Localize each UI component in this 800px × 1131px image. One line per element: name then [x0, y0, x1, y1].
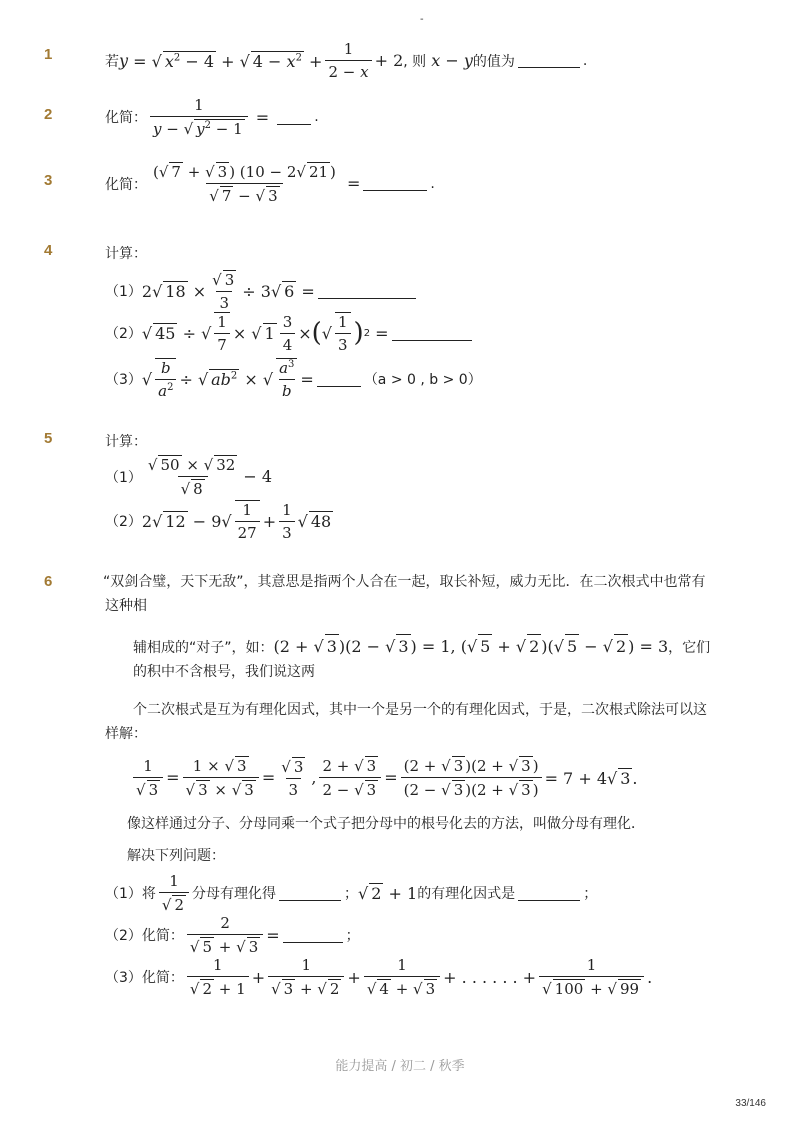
- footer: 能力提高 / 初二 / 秋季: [335, 1059, 465, 1074]
- problem-4-part-3: （3） √ $\frac{b}{a^2}$ ÷ √ $ab^2$ × √ $\frac{a^3}{b}$ = （a > 0 , b > 0）: [105, 359, 482, 400]
- answer-blank[interactable]: [518, 53, 580, 68]
- problem-6-question-3: （3）化简： $\frac{1}{√ 2 + 1}$ + $\frac{1}{√ 3 + √ 2}$ + $\frac{1}{√ 4 + √ 3}$ + . . . . . . + $\frac{1}{√ 100 + √ 99}$ .: [105, 956, 653, 998]
- problem-6-example: $\frac{1}{√ 3}$ = $\frac{1 \times √ 3}{√ 3 \times √ 3}$ = $\frac{√ 3}{3}$ , $\frac{2 + √ 3}{2 - √ 3}$ = $\frac{(2 + √ 3 )(2 + √ 3 )}{(2 - √ 3 )(2 + √ 3 )}$ = 7 + 4√ 3 .: [130, 756, 637, 799]
- problem-2: 化简： $\frac{1}{y - √ y^2 - 1}$ = .: [105, 96, 319, 138]
- problem-1-number: 1: [44, 46, 53, 63]
- answer-blank[interactable]: [279, 886, 341, 901]
- problem-1-suffix: 的值为: [472, 53, 515, 70]
- math: y: [119, 51, 129, 70]
- answer-blank[interactable]: [317, 372, 361, 387]
- problem-3-number: 3: [44, 172, 53, 189]
- problem-6-paragraph-3: 个二次根式是互为有理化因式，其中一个是另一个的有理化因式，于是，二次根式除法可以这样解：: [105, 702, 707, 742]
- problem-6-paragraph-4: 像这样通过分子、分母同乘一个式子把分母中的根号化去的方法，叫做分母有理化．: [127, 816, 645, 832]
- problem-4-part-2: （2） √ 45 ÷ √ $\frac{1}{7}$ × √ 1 $\frac{3}{4}$ × ( √ $\frac{1}{3}$ ) 2 =: [105, 312, 475, 354]
- problem-6-paragraph-1: “双剑合璧，天下无敌”，其意思是指两个人合在一起，取长补短，威力无比．在二次根式中也常有这种相: [103, 574, 706, 614]
- fraction: $\frac{1}{y - √ y^2 - 1}$: [150, 96, 248, 138]
- fraction: $\frac{(√ 7 + √ 3 ) (10 - 2√ 21 )}{√ 7 - √ 3}$: [153, 163, 336, 205]
- answer-blank[interactable]: [518, 886, 580, 901]
- answer-blank[interactable]: [363, 176, 427, 191]
- answer-blank[interactable]: [392, 326, 472, 341]
- header-mark: -: [420, 14, 424, 25]
- problem-1-middle: , 则: [403, 53, 427, 70]
- problem-6-paragraph-5: 解决下列问题：: [127, 848, 225, 864]
- problem-5-part-1: （1） $\frac{√ 50 \times √ 32}{√ 8}$ − 4: [105, 456, 273, 498]
- problem-6-paragraph-2: 辅相成的“对子”，如：(2 + √ 3 )(2 − √ 3 ) = 1, (√ 5 + √ 2 )(√ 5 − √ 2 ) = 3，它们的积中不含根号，我们说这两: [105, 634, 715, 684]
- problem-4-part-1: （1） 2√ 18 × $\frac{√ 3}{3}$ ÷ 3√ 6 =: [105, 270, 419, 312]
- problem-4-number: 4: [44, 242, 53, 259]
- fraction: $\frac{1}{2 - x}$: [325, 40, 371, 81]
- problem-5-title: 计算：: [105, 434, 147, 450]
- problem-4-condition: （a > 0 , b > 0）: [363, 372, 482, 388]
- problem-1: 若 y = √ $x^2 - 4$ + √ $4 - x^2$ + $\frac{1}{2 - x}$ + 2 , 则 x − y 的值为 .: [105, 40, 588, 81]
- problem-4-title: 计算：: [105, 246, 147, 262]
- problem-6-question-2: （2）化简： $\frac{2}{√ 5 + √ 3}$ = ；: [105, 914, 360, 956]
- answer-blank[interactable]: [277, 110, 311, 125]
- problem-2-number: 2: [44, 106, 53, 123]
- page-number: 33/146: [735, 1098, 766, 1109]
- problem-5-number: 5: [44, 430, 53, 447]
- problem-6-question-1: （1）将 $\frac{1}{√ 2}$ 分母有理化得 ； √ 2 + 1 的有理化因式是 ；: [105, 872, 598, 914]
- answer-blank[interactable]: [318, 284, 416, 299]
- problem-3: 化简： $\frac{(√ 7 + √ 3 ) (10 - 2√ 21 )}{√ 7 - √ 3}$ = .: [105, 163, 435, 205]
- problem-1-prefix: 若: [105, 53, 119, 70]
- answer-blank[interactable]: [283, 928, 343, 943]
- problem-6-number: 6: [44, 573, 53, 590]
- problem-5-part-2: （2） 2√ 12 − 9√ $\frac{1}{27}$ + $\frac{1}{3}$ √ 48: [105, 500, 332, 542]
